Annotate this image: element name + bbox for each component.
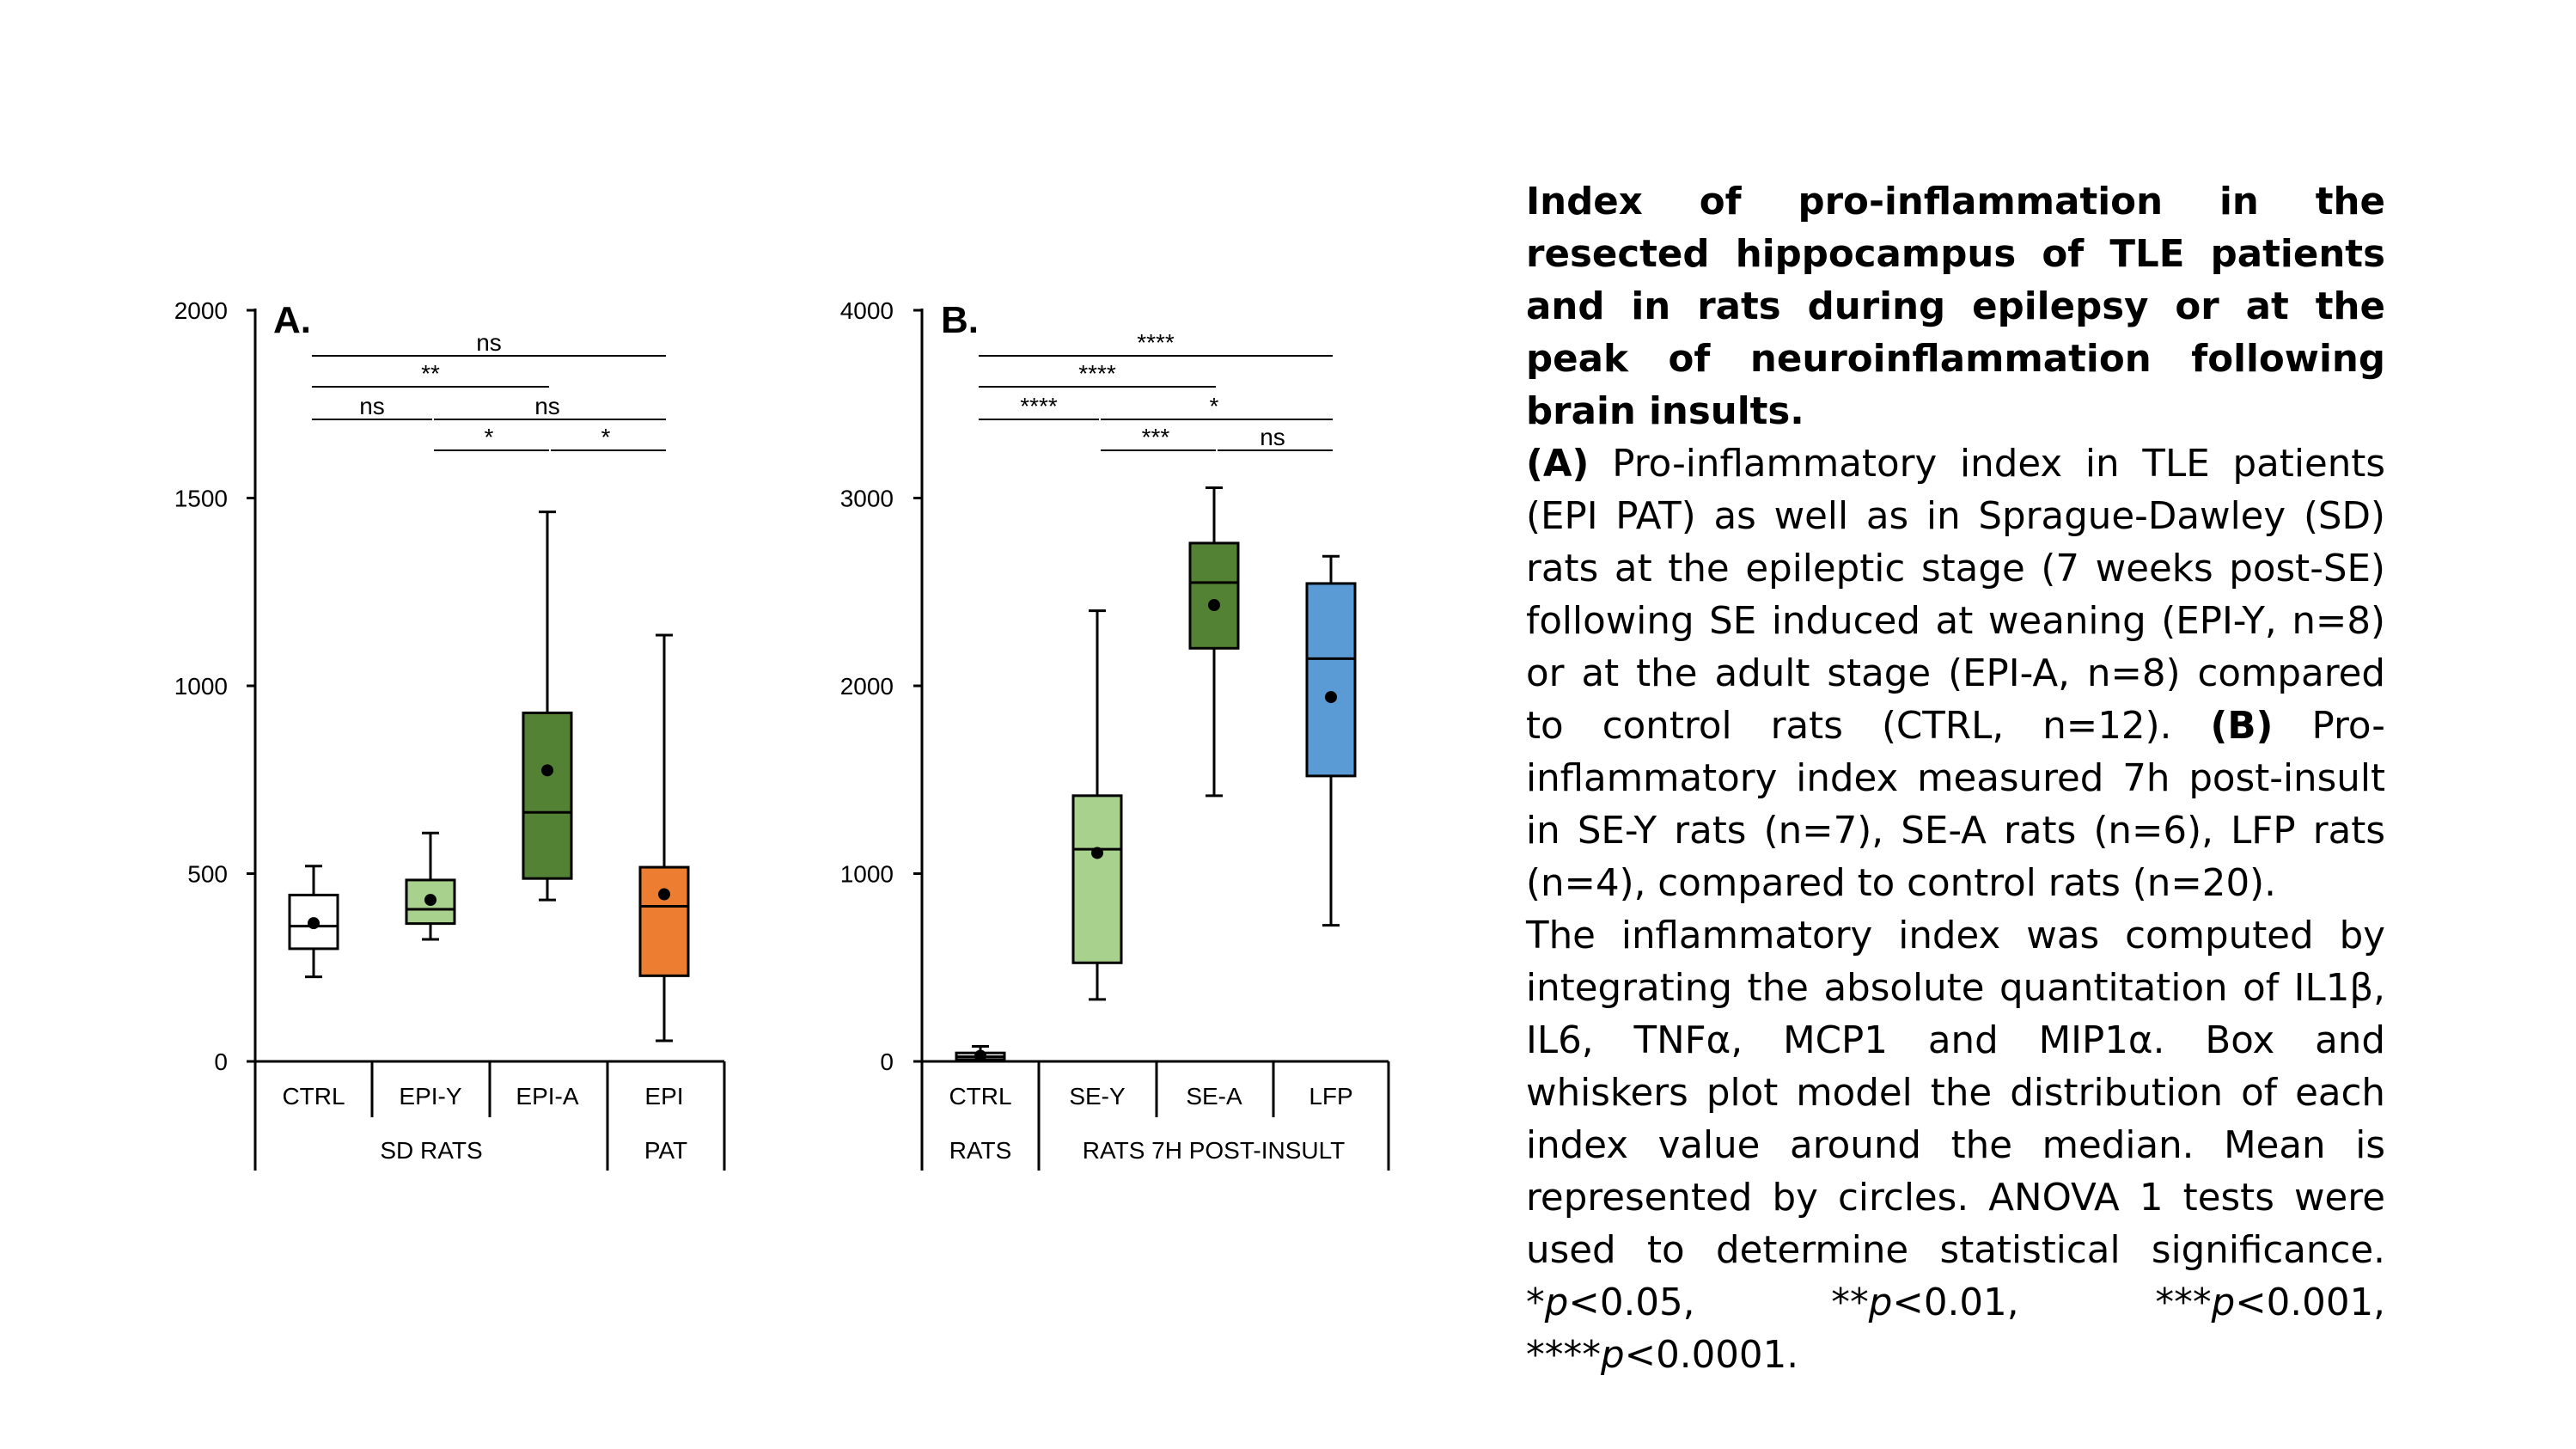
caption-body-text: The inflammatory index was computed by integrating the absolute quantitation of IL1β, IL6, TNFα, MCP1 and MIP1α. Box and whiskers plot model the distribution of each index value around the median. Mean is represented by circles. ANOVA 1 tests were used to determine statistical significance. [1526,914,2385,1272]
box-se-a [1190,543,1238,648]
significance-label: ns [534,393,560,419]
mean-marker [1091,847,1103,859]
panel-a-chart [174,297,724,1171]
x-category-label: EPI-Y [399,1083,462,1110]
x-group-label: RATS [949,1137,1012,1164]
caption-title: Index of pro-inflammation in the resected hippocampus of TLE patients and in rats during epilepsy or at the peak of neuroinflammation following brain insults. [1526,180,2385,433]
y-tick-label: 1000 [839,860,894,888]
significance-label: **** [1020,393,1058,419]
y-tick-label: 2000 [174,297,228,324]
caption-paragraph-a-b [1526,438,2385,910]
y-tick-label: 2000 [839,673,894,700]
caption-text-a: Pro-inflammatory index in TLE patients (EPI PAT) as well as in Sprague-Dawley (SD) rats at the epileptic stage (7 weeks post-SE) following SE induced at weaning (EPI-Y, n=8) or at the adult stage (EPI-A, n=8) compared to control rats (CTRL, n=12). [1526,443,2385,748]
caption-stat-4: ****p<0.0001. [1526,1334,1799,1377]
mean-marker [308,917,320,929]
panel-b-chart [840,297,1389,1171]
y-tick-label: 4000 [839,297,894,324]
y-tick-label: 0 [880,1049,894,1075]
x-category-label: SE-A [1186,1083,1242,1110]
x-category-label: CTRL [282,1083,345,1110]
x-category-label: EPI [644,1083,684,1110]
y-tick-label: 1500 [174,485,228,512]
significance-label: ns [359,393,385,419]
x-group-label: SD RATS [380,1137,483,1164]
panel-label: B. [941,299,979,341]
panel-label: A. [273,299,311,341]
x-group-label: PAT [644,1137,688,1164]
significance-label: * [1209,393,1219,419]
significance-label: *** [1141,424,1170,450]
x-category-label: SE-Y [1069,1083,1126,1110]
box-lfp [1307,584,1355,776]
y-tick-label: 3000 [839,485,894,512]
caption-text-b: Pro-inflammatory index measured 7h post-insult in SE-Y rats (n=7), SE-A rats (n=6), LFP rats (n=4), compared to control rats (n=20). [1526,705,2385,905]
significance-label: **** [1137,329,1175,356]
caption-label-a: (A) [1526,443,1590,486]
y-tick-label: 0 [214,1049,228,1075]
box-se-y [1073,796,1121,963]
mean-marker [424,894,436,906]
significance-label: ns [1260,424,1285,450]
significance-label: ns [476,329,502,356]
mean-marker [1208,599,1220,611]
caption-label-b: (B) [2210,705,2274,748]
x-category-label: CTRL [949,1083,1012,1110]
x-category-label: EPI-A [516,1083,579,1110]
caption-stat-1: *p<0.05, [1526,1281,1832,1324]
x-group-label: RATS 7H POST-INSULT [1082,1137,1346,1164]
significance-label: ** [421,360,440,387]
mean-marker [1325,691,1337,703]
caption-stat-2: **p<0.01, [1831,1281,2156,1324]
significance-label: **** [1078,360,1116,387]
box-epi-a [523,712,571,878]
figure-caption [1526,176,2385,1382]
significance-label: * [601,424,611,450]
x-category-label: LFP [1309,1083,1353,1110]
caption-paragraph-methods [1526,910,2385,1382]
significance-label: * [484,424,494,450]
y-tick-label: 500 [187,860,228,888]
mean-marker [541,764,553,776]
mean-marker [974,1049,986,1061]
caption-stat-3: ***p<0.001, [2155,1281,2385,1324]
mean-marker [658,889,670,901]
box-epi [640,867,688,975]
y-tick-label: 1000 [174,673,228,700]
